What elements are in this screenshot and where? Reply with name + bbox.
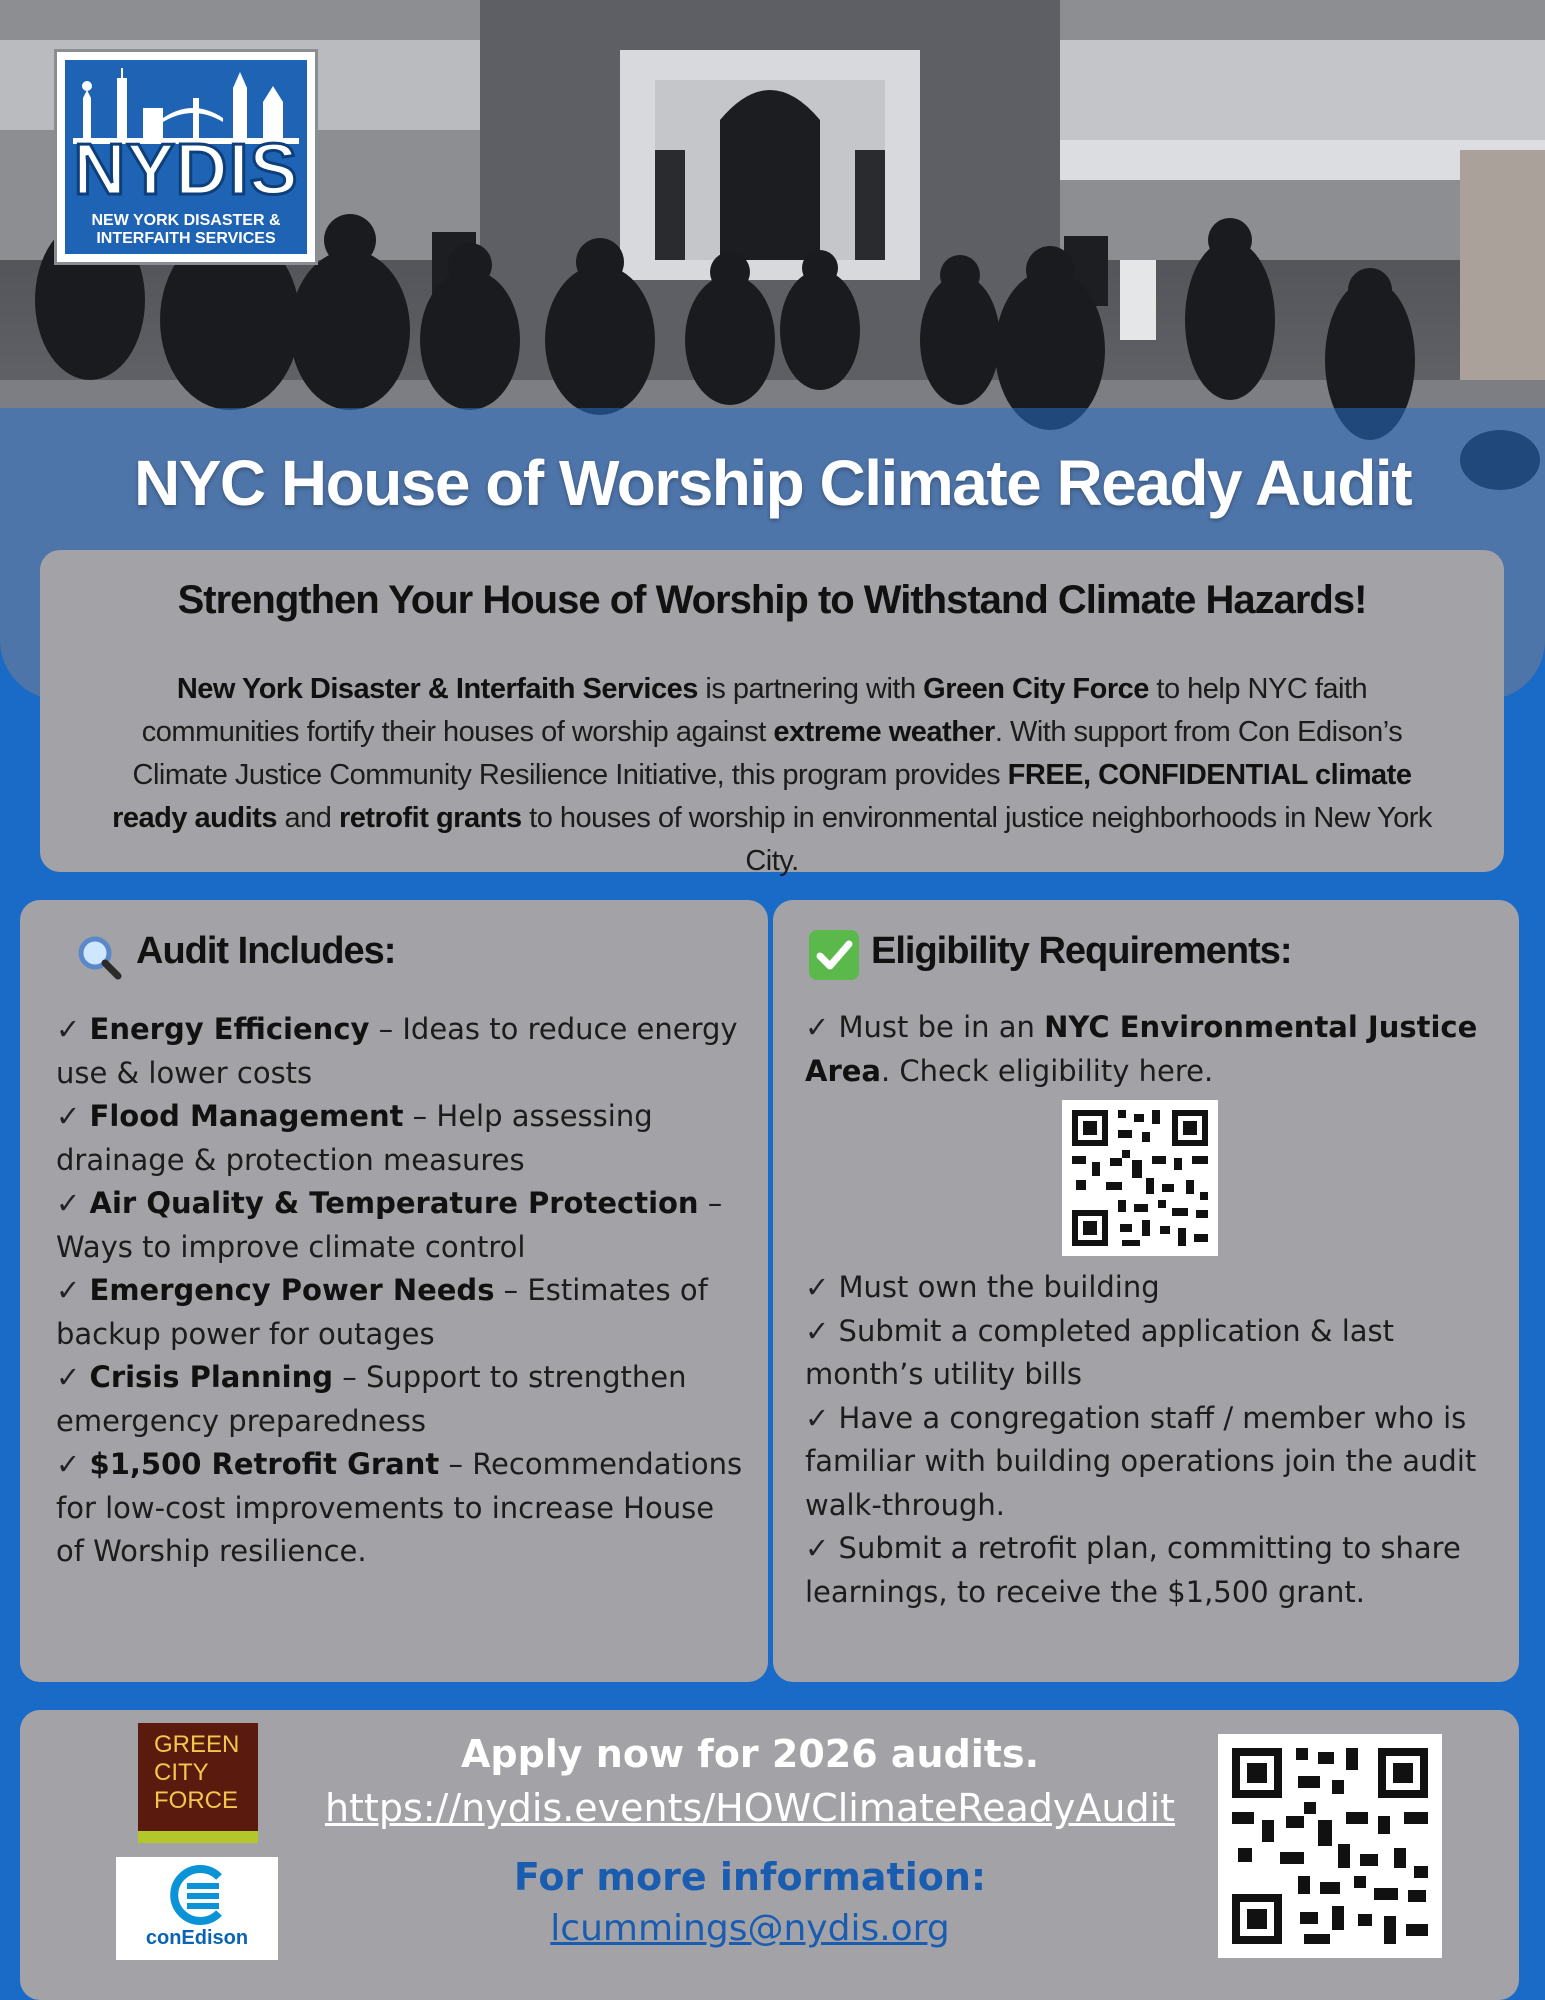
apply-qr-code xyxy=(1218,1734,1442,1958)
magnifier-icon xyxy=(76,934,122,980)
eligibility-list xyxy=(805,1266,1505,1614)
more-info-heading: For more information: xyxy=(513,1855,987,1899)
intro-body: New York Disaster & Interfaith Services is partnering with Green City Force to help NYC faith communities fortify their houses of worship against extreme weather. With support from Con Edison’s Climate Justice Community Resilience Initiative, this program provides FREE, CONFIDENTIAL climate ready audits and retrofit grants to houses of worship in environmental justice neighborhoods in New York City. xyxy=(112,673,1432,877)
list-item: ✓ Flood Management – Help assessing drainage & protection measures xyxy=(56,1099,653,1177)
list-item: ✓ Emergency Power Needs – Estimates of backup power for outages xyxy=(56,1273,708,1351)
list-item: ✓ Energy Efficiency – Ideas to reduce energy use & lower costs xyxy=(56,1012,738,1090)
green-city-force-logo: GREEN CITY FORCE xyxy=(138,1723,258,1843)
eligibility-qr-code xyxy=(1062,1100,1218,1256)
conedison-logo: conEdison xyxy=(116,1857,278,1960)
conedison-mark-icon xyxy=(167,1865,227,1925)
apply-link[interactable]: https://nydis.events/HOWClimateReadyAudit xyxy=(324,1786,1176,1830)
eligibility-first-item: ✓ Must be in an NYC Environmental Justice Area. Check eligibility here. xyxy=(805,1010,1478,1088)
list-item: ✓ Submit a completed application & last month’s utility bills xyxy=(805,1313,1395,1391)
logo-subtitle: NEW YORK DISASTER & INTERFAITH SERVICES xyxy=(91,212,281,247)
email-link[interactable]: lcummings@nydis.org xyxy=(550,1908,950,1949)
audit-panel xyxy=(20,900,768,1682)
apply-heading: Apply now for 2026 audits. xyxy=(460,1732,1040,1776)
intro-panel xyxy=(40,550,1504,877)
logo-wordmark: NYDIS xyxy=(73,130,299,210)
intro-heading: Strengthen Your House of Worship to Withstand Climate Hazards! xyxy=(177,578,1367,622)
list-item: ✓ Crisis Planning – Support to strengthen emergency preparedness xyxy=(56,1360,687,1438)
list-item: ✓ Must own the building xyxy=(805,1270,1160,1304)
audit-title: Audit Includes: xyxy=(136,930,396,972)
list-item: ✓ Air Quality & Temperature Protection – Ways to improve climate control xyxy=(56,1186,723,1264)
list-item: ✓ $1,500 Retrofit Grant – Recommendations for low-cost improvements to increase House of Worship resilience. xyxy=(56,1447,743,1568)
list-item: ✓ Have a congregation staff / member who is familiar with building operations join the audit walk-through. xyxy=(805,1400,1477,1522)
eligibility-panel xyxy=(773,900,1519,1682)
nydis-logo xyxy=(54,49,318,265)
page-title: NYC House of Worship Climate Ready Audit xyxy=(133,447,1412,519)
audit-list xyxy=(56,1008,746,1574)
eligibility-title: Eligibility Requirements: xyxy=(871,930,1292,972)
list-item: ✓ Submit a retrofit plan, committing to share learnings, to receive the $1,500 grant. xyxy=(805,1531,1461,1609)
green-checkbox-icon xyxy=(809,930,859,980)
